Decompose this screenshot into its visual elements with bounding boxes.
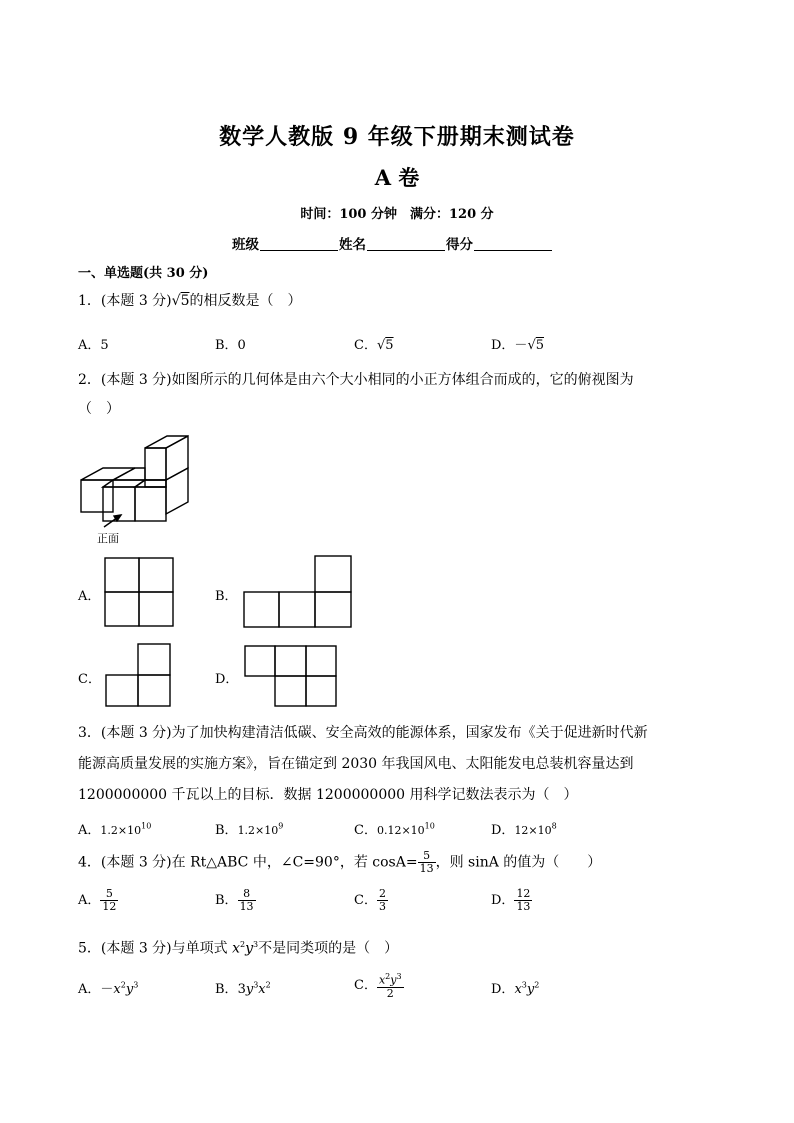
q4-option-b[interactable]: B． $\frac{8}{13}$ [215,887,254,913]
fraction: $\frac{5}{13}$ [419,849,434,875]
q3-option-c[interactable]: C．$0.12\times 10^{10}$ [354,821,435,838]
q2-option-d[interactable]: D． [215,672,239,687]
section-title: 一、单选题(共 30 分) [78,266,209,281]
question-3-line3: 1200000000 千瓦以上的目标．数据 1200000000 用科学记数法表示为（ ） [78,787,578,803]
q3-option-a[interactable]: A．$1.2\times 10^{10}$ [78,821,152,838]
q5-option-a[interactable]: A．$-x^2y^3$ [78,980,139,997]
question-5-stem: 5．(本题 3 分)与单项式 $x^2y^3$不是同类项的是（ ） [78,940,399,957]
q3-option-d[interactable]: D．$12\times 10^8$ [491,821,557,838]
q2-option-b[interactable]: B． [215,589,238,604]
q3-option-b[interactable]: B．$1.2\times 10^9$ [215,821,284,838]
question-3-line2: 能源高质量发展的实施方案》，旨在锚定到 2030 年我国风电、太阳能发电总装机容量达到 [78,756,634,772]
q2-option-c-figure[interactable] [105,643,171,707]
page-subtitle: A 卷 [374,165,420,190]
cube-solid-figure [76,432,196,544]
q5-option-d[interactable]: D．$x^3y^2$ [491,980,540,997]
score-label: 得分 [446,237,473,253]
q2-option-c[interactable]: C． [78,672,101,687]
q5-option-c[interactable]: C． $\frac{x^2y^3}{2}$ [354,972,402,1000]
q4-option-d[interactable]: D． $\frac{12}{13}$ [491,887,531,913]
student-info-line [232,233,553,253]
score-blank[interactable] [474,236,552,251]
name-label: 姓名 [339,237,366,253]
q2-option-d-figure[interactable] [244,645,338,707]
question-2-stem-line1: 2．(本题 3 分)如图所示的几何体是由六个大小相同的小正方体组合而成的，它的俯视图为 [78,372,634,388]
q2-option-b-figure[interactable] [243,555,353,628]
question-2-stem-line2: （ ） [78,401,120,417]
q1-option-c[interactable]: C．√5 [354,338,394,353]
sqrt-sign: √ [171,293,181,309]
question-1-stem: 1．(本题 3 分)√5的相反数是（ ） [78,293,302,309]
q1-option-b[interactable]: B．0 [215,338,246,353]
front-view-label: 正面 [97,532,119,545]
q1-option-d[interactable]: D．－√5 [491,338,545,353]
q2-option-a-figure[interactable] [104,557,174,627]
class-label: 班级 [232,237,259,253]
class-blank[interactable] [260,236,338,251]
q1-option-a[interactable]: A．5 [78,338,109,353]
time-score-line: 时间：100 分钟 满分：120 分 [300,207,494,222]
q5-option-b[interactable]: B．$3y^3x^2$ [215,980,271,997]
question-3-line1: 3．(本题 3 分)为了加快构建清洁低碳、安全高效的能源体系，国家发布《关于促进新时代新 [78,725,648,741]
question-4-stem: 4．(本题 3 分)在 Rt△ABC 中，∠C=90°，若 cosA= $\frac{5}{13}$ ，则 sinA 的值为（ ） [78,849,602,875]
page-title: 数学人教版 9 年级下册期末测试卷 [219,124,575,150]
name-blank[interactable] [367,236,445,251]
q4-option-c[interactable]: C． $\frac{2}{3}$ [354,887,386,913]
q2-option-a[interactable]: A． [78,589,101,604]
q4-option-a[interactable]: A． $\frac{5}{12}$ [78,887,117,913]
